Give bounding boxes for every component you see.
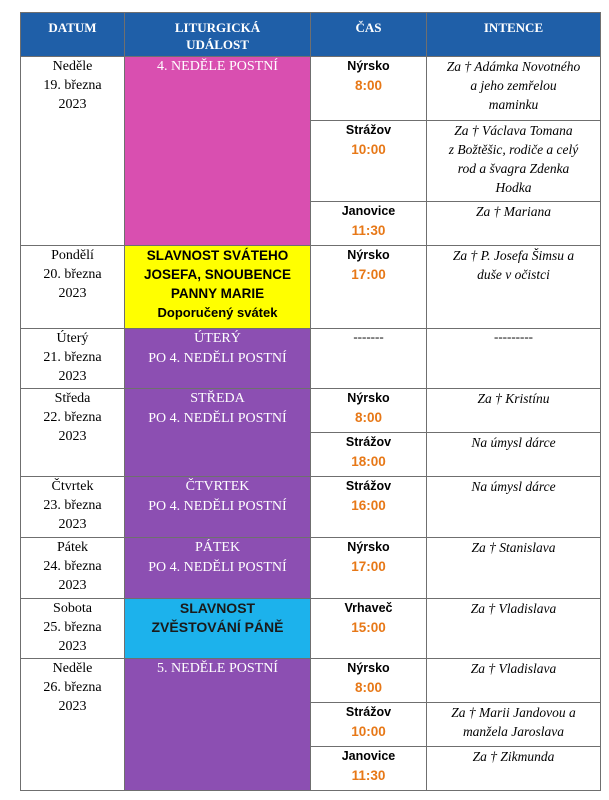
intence-line: z Božtěšic, rodiče a celý	[448, 142, 579, 157]
mass-place: Vrhaveč	[344, 601, 393, 615]
event-cell	[125, 329, 311, 389]
intence-cell	[427, 538, 601, 599]
intence-cell	[427, 433, 601, 477]
mass-place: Nýrsko	[347, 661, 390, 675]
intence-line: manžela Jaroslava	[462, 724, 565, 739]
event-cell	[125, 477, 311, 538]
day-date: 25. března	[43, 620, 102, 635]
intence-cell	[427, 747, 601, 791]
intence-cell	[427, 246, 601, 329]
intence-line: Za † Mariana	[475, 204, 551, 219]
intence-line: duše v očistci	[477, 267, 550, 282]
intence-cell	[427, 659, 601, 703]
event-title: PO 4. NEDĚLI POSTNÍ	[148, 351, 287, 366]
event-title: JOSEFA, SNOUBENCE	[143, 267, 292, 282]
day-year: 2023	[58, 639, 87, 654]
day-year: 2023	[58, 578, 87, 593]
mass-time: 16:00	[351, 498, 386, 513]
event-cell	[125, 57, 311, 246]
intence-cell	[427, 477, 601, 538]
mass-time: 17:00	[351, 559, 386, 574]
cas-cell	[311, 477, 427, 538]
header-udalost-line1: LITURGICKÁ	[174, 20, 261, 35]
intence-line: Za † Vladislava	[470, 601, 557, 616]
header-intence: INTENCE	[427, 13, 601, 57]
day-year: 2023	[58, 97, 87, 112]
day-date: 19. března	[43, 78, 102, 93]
day-name: Neděle	[52, 661, 93, 676]
intence-cell	[427, 121, 601, 202]
event-cell	[125, 538, 311, 599]
mass-place: Strážov	[345, 435, 392, 449]
event-title: PO 4. NEDĚLI POSTNÍ	[148, 411, 287, 426]
event-title: SLAVNOST SVÁTEHO	[146, 248, 289, 263]
intence-cell	[427, 599, 601, 659]
date-cell	[21, 477, 125, 538]
intence-line: maminku	[488, 97, 539, 112]
event-title: STŘEDA	[190, 391, 245, 406]
cas-cell	[311, 538, 427, 599]
event-subtitle: Doporučený svátek	[157, 305, 278, 320]
event-cell	[125, 599, 311, 659]
date-cell	[21, 659, 125, 791]
table-row	[21, 57, 601, 121]
intence-dash: ---------	[494, 329, 533, 344]
cas-cell	[311, 329, 427, 389]
day-date: 24. března	[43, 559, 102, 574]
mass-place: Strážov	[345, 705, 392, 719]
header-cas: ČAS	[311, 13, 427, 57]
event-title: PO 4. NEDĚLI POSTNÍ	[148, 499, 287, 514]
event-cell	[125, 659, 311, 791]
mass-time: 8:00	[354, 78, 383, 93]
intence-line: rod a švagra Zdenka	[457, 161, 570, 176]
header-udalost-line2: UDÁLOST	[186, 37, 249, 52]
day-year: 2023	[58, 369, 87, 384]
day-year: 2023	[58, 517, 87, 532]
table-row	[21, 599, 601, 659]
event-title: 4. NEDĚLE POSTNÍ	[157, 59, 278, 74]
mass-time: 10:00	[351, 142, 386, 157]
event-title: PANNY MARIE	[170, 286, 265, 301]
mass-time: 18:00	[351, 454, 386, 469]
intence-line: Na úmysl dárce	[471, 435, 556, 450]
day-year: 2023	[58, 429, 87, 444]
intence-line: Za † Václava Tomana	[454, 123, 573, 138]
day-name: Pondělí	[51, 248, 94, 263]
intence-line: Na úmysl dárce	[471, 479, 556, 494]
event-title: ZVĚSTOVÁNÍ PÁNĚ	[151, 619, 284, 635]
intence-cell	[427, 202, 601, 246]
table-row	[21, 329, 601, 389]
table-row	[21, 246, 601, 329]
cas-cell	[311, 246, 427, 329]
intence-line: Hodka	[495, 180, 532, 195]
intence-line: Za † Vladislava	[470, 661, 557, 676]
date-cell	[21, 246, 125, 329]
day-name: Čtvrtek	[51, 479, 94, 494]
intence-line: Za † Stanislava	[471, 540, 556, 555]
cas-cell	[311, 433, 427, 477]
intence-cell	[427, 389, 601, 433]
table-row	[21, 389, 601, 433]
date-cell	[21, 389, 125, 477]
intence-cell	[427, 329, 601, 389]
mass-place: Strážov	[345, 123, 392, 137]
mass-schedule-table	[20, 12, 601, 791]
cas-cell	[311, 599, 427, 659]
day-name: Úterý	[56, 331, 89, 346]
day-name: Sobota	[53, 601, 92, 616]
day-date: 22. března	[43, 410, 102, 425]
intence-line: a jeho zemřelou	[470, 78, 557, 93]
mass-time: 15:00	[351, 620, 386, 635]
mass-place: Nýrsko	[347, 391, 390, 405]
event-cell	[125, 246, 311, 329]
event-title: PÁTEK	[194, 540, 241, 555]
table-row	[21, 477, 601, 538]
day-date: 21. března	[43, 350, 102, 365]
table-row	[21, 538, 601, 599]
cas-cell	[311, 747, 427, 791]
cas-dash: -------	[353, 329, 384, 344]
cas-cell	[311, 389, 427, 433]
day-date: 26. března	[43, 680, 102, 695]
intence-line: Za † Zikmunda	[472, 749, 555, 764]
header-row	[21, 13, 601, 57]
intence-line: Za † Marii Jandovou a	[451, 705, 576, 720]
event-title: ČTVRTEK	[185, 479, 250, 494]
mass-place: Strážov	[345, 479, 392, 493]
day-year: 2023	[58, 699, 87, 714]
date-cell	[21, 599, 125, 659]
header-udalost	[125, 13, 311, 57]
event-title: SLAVNOST	[179, 600, 256, 616]
day-name: Středa	[54, 391, 91, 406]
cas-cell	[311, 202, 427, 246]
mass-place: Janovice	[341, 204, 396, 218]
mass-time: 8:00	[354, 680, 383, 695]
day-name: Pátek	[56, 540, 89, 555]
intence-line: Za † P. Josefa Šimsu a	[452, 248, 575, 263]
cas-cell	[311, 57, 427, 121]
intence-cell	[427, 57, 601, 121]
intence-line: Za † Kristínu	[477, 391, 550, 406]
mass-place: Nýrsko	[347, 248, 390, 262]
mass-time: 11:30	[351, 768, 386, 783]
mass-time: 8:00	[354, 410, 383, 425]
mass-place: Janovice	[341, 749, 396, 763]
day-date: 20. března	[43, 267, 102, 282]
mass-time: 17:00	[351, 267, 386, 282]
event-title: 5. NEDĚLE POSTNÍ	[157, 661, 278, 676]
mass-time: 11:30	[351, 223, 386, 238]
event-title: PO 4. NEDĚLI POSTNÍ	[148, 560, 287, 575]
cas-cell	[311, 659, 427, 703]
header-datum: DATUM	[21, 13, 125, 57]
intence-cell	[427, 703, 601, 747]
cas-cell	[311, 703, 427, 747]
event-title: ÚTERÝ	[194, 331, 241, 346]
day-name: Neděle	[52, 59, 93, 74]
mass-time: 10:00	[351, 724, 386, 739]
mass-place: Nýrsko	[347, 59, 390, 73]
day-date: 23. března	[43, 498, 102, 513]
cas-cell	[311, 121, 427, 202]
mass-place: Nýrsko	[347, 540, 390, 554]
date-cell	[21, 329, 125, 389]
intence-line: Za † Adámka Novotného	[446, 59, 581, 74]
date-cell	[21, 57, 125, 246]
event-cell	[125, 389, 311, 477]
date-cell	[21, 538, 125, 599]
day-year: 2023	[58, 286, 87, 301]
table-row	[21, 659, 601, 703]
